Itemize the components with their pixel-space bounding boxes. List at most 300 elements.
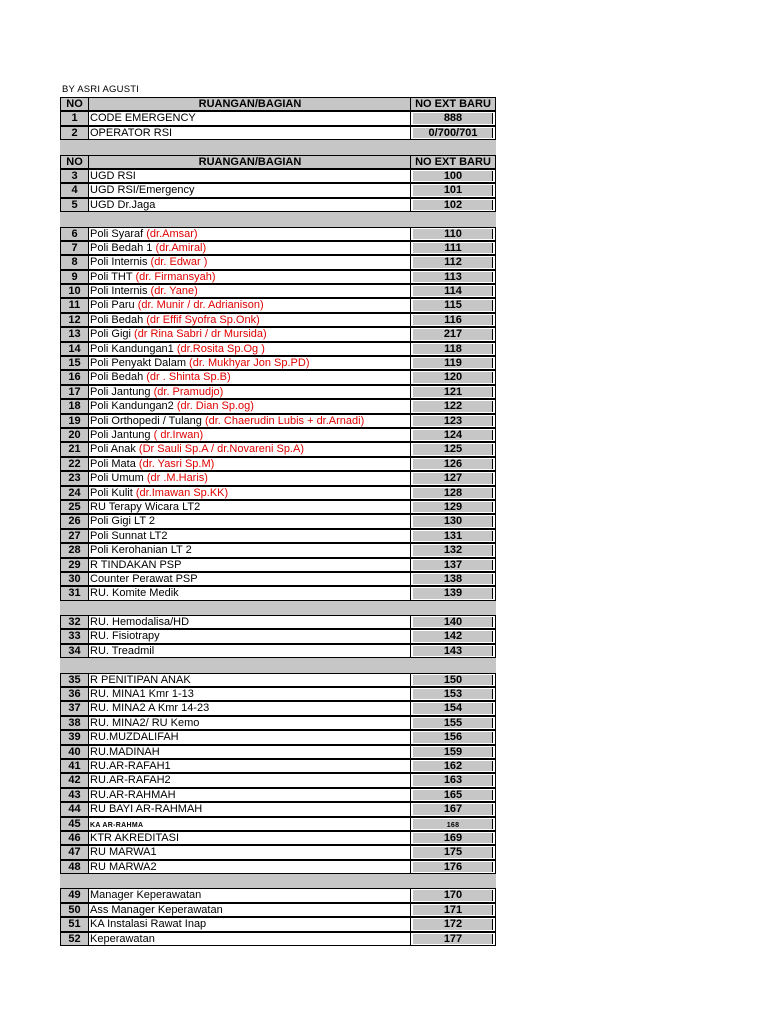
table-row [60,111,496,125]
room-label: OPERATOR RSI [90,126,173,139]
extension-cell [411,817,496,831]
doctor-name: (dr.Amiral) [155,241,207,254]
row-number: 49 [60,888,89,902]
room-name [89,442,411,456]
extension-cell [411,701,496,715]
row-number: 29 [60,558,89,572]
row-number: 11 [60,298,89,312]
extension-number: 159 [443,745,463,758]
header-no: NO [60,97,89,111]
room-label: RU.MUZDALIFAH [90,731,179,744]
extension-number: 102 [443,198,463,211]
row-number: 10 [60,284,89,298]
header-name: RUANGAN/BAGIAN [89,97,411,111]
room-label: Poli Bedah [90,313,147,326]
extension-cell [411,486,496,500]
room-label: RU.AR-RAHMAH [90,788,176,801]
group-separator [60,601,496,615]
doctor-name: (dr. Edwar ) [150,256,208,269]
extension-cell [411,615,496,629]
extension-cell [411,471,496,485]
extension-number: 100 [443,169,463,182]
extension-number: 124 [443,428,463,441]
room-label: RU. MINA2/ RU Kemo [90,716,200,729]
extension-cell [411,644,496,658]
extension-cell [411,673,496,687]
room-name [89,298,411,312]
extension-number: 153 [443,688,463,701]
row-number: 27 [60,529,89,543]
extension-number: 129 [443,500,463,513]
row-number: 20 [60,428,89,442]
room-label: Poli Paru [90,299,138,312]
table-row [60,730,496,744]
extension-number: 139 [443,587,463,600]
extension-cell [411,342,496,356]
extension-cell [411,759,496,773]
row-number: 41 [60,759,89,773]
row-number: 7 [60,241,89,255]
room-name [89,486,411,500]
table-row [60,888,496,902]
header-ext: NO EXT BARU [411,155,496,169]
table-row [60,428,496,442]
row-number: 51 [60,917,89,931]
extension-cell [411,428,496,442]
table-row [60,126,496,140]
doctor-name: ( dr.Irwan) [153,428,204,441]
row-number: 31 [60,586,89,600]
room-label: UGD RSI [90,169,136,182]
room-name [89,126,411,140]
row-number: 33 [60,629,89,643]
room-label: Ass Manager Keperawatan [90,903,223,916]
room-name [89,313,411,327]
table-row [60,313,496,327]
table-row [60,687,496,701]
row-number: 34 [60,644,89,658]
table-row [60,457,496,471]
table-row [60,586,496,600]
room-name [89,111,411,125]
extension-number: 138 [443,572,463,585]
table-row [60,831,496,845]
room-label: RU MARWA2 [90,860,157,873]
row-number: 22 [60,457,89,471]
table-row [60,629,496,643]
header-ext: NO EXT BARU [411,97,496,111]
room-name [89,860,411,874]
table-row [60,442,496,456]
extension-cell [411,356,496,370]
extension-cell [411,241,496,255]
room-name [89,716,411,730]
row-number: 48 [60,860,89,874]
row-number: 21 [60,442,89,456]
room-name [89,255,411,269]
room-name [89,370,411,384]
row-number: 14 [60,342,89,356]
row-number: 19 [60,414,89,428]
table-row [60,572,496,586]
room-name [89,802,411,816]
room-label: Keperawatan [90,932,155,945]
table-row [60,773,496,787]
room-label: Poli Anak [90,443,139,456]
table-row [60,385,496,399]
extension-table [60,97,496,946]
table-row [60,298,496,312]
room-name [89,788,411,802]
table-row [60,673,496,687]
extension-number: 143 [443,644,463,657]
row-number: 47 [60,845,89,859]
doctor-name: (dr.Rosita Sp.Og ) [176,342,265,355]
room-name [89,169,411,183]
row-number: 38 [60,716,89,730]
row-number: 42 [60,773,89,787]
room-name [89,241,411,255]
extension-number: 156 [443,731,463,744]
extension-cell [411,514,496,528]
room-label: Poli Penyakt Dalam [90,357,190,370]
row-number: 23 [60,471,89,485]
room-name [89,730,411,744]
extension-cell [411,773,496,787]
extension-number: 169 [443,831,463,844]
extension-number: 163 [443,774,463,787]
extension-number: 128 [443,486,463,499]
doctor-name: (dr.Imawan Sp.KK) [135,486,229,499]
table-row [60,370,496,384]
table-row [60,615,496,629]
room-label: Manager Keperawatan [90,889,202,902]
room-label: RU.MADINAH [90,745,160,758]
extension-number: 125 [443,443,463,456]
room-label: RU BAYI AR-RAHMAH [90,803,203,816]
row-number: 1 [60,111,89,125]
extension-number: 176 [443,860,463,873]
extension-cell [411,255,496,269]
row-number: 18 [60,399,89,413]
extension-number: 113 [444,270,462,283]
row-number: 9 [60,270,89,284]
row-number: 37 [60,701,89,715]
row-number: 50 [60,903,89,917]
room-name [89,327,411,341]
table-row [60,356,496,370]
room-name [89,198,411,212]
table-row [60,284,496,298]
room-name [89,284,411,298]
extension-number: 162 [443,759,463,772]
extension-number: 177 [443,932,463,945]
table-row [60,255,496,269]
doctor-name: (dr. Pramudjo) [153,385,224,398]
table-row [60,845,496,859]
group-separator [60,140,496,154]
room-name [89,903,411,917]
table-row [60,745,496,759]
row-number: 35 [60,673,89,687]
room-label: R TINDAKAN PSP [90,558,182,571]
room-label: Poli Kerohanian LT 2 [90,544,192,557]
room-name [89,701,411,715]
table-row [60,644,496,658]
room-label: Poli Kulit [90,486,136,499]
room-name [89,529,411,543]
extension-cell [411,111,496,125]
room-name [89,543,411,557]
header-no: NO [60,155,89,169]
table-row [60,227,496,241]
room-label: RU. Fisiotrapy [90,630,160,643]
table-header-row [60,155,496,169]
room-label: RU. Treadmil [90,644,155,657]
extension-cell [411,457,496,471]
room-name [89,917,411,931]
table-row [60,716,496,730]
doctor-name: (dr. Mukhyar Jon Sp.PD) [189,357,310,370]
row-number: 24 [60,486,89,500]
extension-number: 137 [443,558,463,571]
extension-cell [411,284,496,298]
extension-number: 888 [443,112,463,125]
table-row [60,471,496,485]
extension-cell [411,845,496,859]
extension-cell [411,327,496,341]
table-row [60,759,496,773]
room-label: Poli Jantung [90,428,154,441]
extension-cell [411,745,496,759]
extension-number: 140 [443,616,463,629]
table-row [60,802,496,816]
room-label: RU. Komite Medik [90,587,179,600]
extension-number: 131 [443,529,463,542]
doctor-name: (dr. Dian Sp.og) [176,400,254,413]
room-label: Counter Perawat PSP [90,572,198,585]
row-number: 15 [60,356,89,370]
room-name [89,586,411,600]
extension-number: 167 [443,803,463,816]
extension-number: 127 [443,472,463,485]
row-number: 40 [60,745,89,759]
row-number: 2 [60,126,89,140]
extension-cell [411,370,496,384]
room-name [89,759,411,773]
extension-number: 175 [443,846,463,859]
room-name [89,817,411,831]
author-credit: BY ASRI AGUSTI [62,84,140,95]
extension-number: 112 [444,256,462,269]
room-label: UGD Dr.Jaga [90,198,156,211]
extension-cell [411,126,496,140]
extension-cell [411,543,496,557]
extension-number: 123 [443,414,463,427]
extension-cell [411,442,496,456]
extension-number: 120 [443,371,463,384]
extension-cell [411,860,496,874]
table-row [60,198,496,212]
extension-number: 101 [443,184,463,197]
room-name [89,428,411,442]
extension-cell [411,788,496,802]
row-number: 5 [60,198,89,212]
room-label: Poli Sunnat LT2 [90,529,168,542]
group-separator [60,874,496,888]
room-name [89,342,411,356]
doctor-name: (dr . Shinta Sp.B) [146,371,231,384]
doctor-name: (dr.Amsar) [146,227,198,240]
room-label: Poli Mata [90,457,139,470]
table-row [60,486,496,500]
room-name [89,831,411,845]
table-row [60,860,496,874]
extension-cell [411,270,496,284]
extension-number: 122 [443,400,463,413]
room-name [89,773,411,787]
table-row [60,399,496,413]
room-label: RU. Hemodalisa/HD [90,616,190,629]
room-label: Poli Internis [90,285,151,298]
doctor-name: (dr. Munir / dr. Adrianison) [137,299,264,312]
room-name [89,932,411,946]
room-name [89,183,411,197]
extension-cell [411,227,496,241]
room-name [89,414,411,428]
table-row [60,701,496,715]
table-row [60,932,496,946]
row-number: 32 [60,615,89,629]
extension-cell [411,529,496,543]
extension-number: 170 [443,889,463,902]
row-number: 28 [60,543,89,557]
room-name [89,385,411,399]
group-separator [60,658,496,672]
room-name [89,745,411,759]
room-label: RU. MINA2 A Kmr 14-23 [90,702,210,715]
extension-number: 126 [443,457,463,470]
extension-number: 172 [443,918,463,931]
extension-number: 121 [443,385,463,398]
extension-cell [411,888,496,902]
extension-cell [411,903,496,917]
header-name: RUANGAN/BAGIAN [89,155,411,169]
extension-number: 217 [443,328,463,341]
row-number: 6 [60,227,89,241]
doctor-name: (dr Rina Sabri / dr Mursida) [134,328,267,341]
extension-cell [411,730,496,744]
extension-number: 116 [444,313,462,326]
row-number: 26 [60,514,89,528]
room-label: RU Terapy Wicara LT2 [90,500,201,513]
extension-number: 150 [443,673,463,686]
extension-number: 142 [443,630,463,643]
extension-cell [411,932,496,946]
extension-number: 111 [444,241,462,254]
room-name [89,227,411,241]
extension-cell [411,414,496,428]
extension-cell [411,687,496,701]
table-row [60,903,496,917]
table-row [60,917,496,931]
table-row [60,342,496,356]
row-number: 44 [60,802,89,816]
extension-number: 154 [443,702,463,715]
row-number: 17 [60,385,89,399]
extension-number: 171 [443,903,463,916]
doctor-name: (dr. Yasri Sp.M) [138,457,215,470]
room-name [89,514,411,528]
extension-number: 118 [444,342,462,355]
room-label: Poli Bedah 1 [90,241,156,254]
room-label: Poli THT [90,270,136,283]
extension-number: 168 [446,821,460,829]
table-row [60,543,496,557]
table-header-row [60,97,496,111]
room-name [89,558,411,572]
room-label: Poli Umum [90,472,147,485]
row-number: 52 [60,932,89,946]
doctor-name: (dr. Firmansyah) [135,270,216,283]
row-number: 16 [60,370,89,384]
room-label: Poli Kandungan2 [90,400,177,413]
extension-cell [411,802,496,816]
row-number: 8 [60,255,89,269]
room-name [89,572,411,586]
extension-cell [411,917,496,931]
row-number: 46 [60,831,89,845]
extension-cell [411,831,496,845]
extension-cell [411,716,496,730]
extension-number: 165 [443,788,463,801]
room-label: RU.AR-RAFAH2 [90,774,171,787]
extension-cell [411,298,496,312]
room-name [89,399,411,413]
extension-number: 115 [444,299,462,312]
table-row [60,327,496,341]
table-row [60,169,496,183]
room-label: R PENITIPAN ANAK [90,673,191,686]
room-label: Poli Syaraf [90,227,147,240]
room-label: KA AR-RAHMA [90,821,144,829]
table-row [60,500,496,514]
room-label: Poli Bedah [90,371,147,384]
row-number: 30 [60,572,89,586]
doctor-name: (dr Effif Syofra Sp.Onk) [146,313,260,326]
room-label: KA Instalasi Rawat Inap [90,918,207,931]
room-name [89,687,411,701]
room-name [89,629,411,643]
extension-number: 155 [443,716,463,729]
room-label: KTR AKREDITASI [90,831,180,844]
room-label: RU.AR-RAFAH1 [90,759,171,772]
room-label: Poli Orthopedi / Tulang [90,414,205,427]
extension-number: 0/700/701 [428,126,478,139]
row-number: 3 [60,169,89,183]
room-label: Poli Internis [90,256,151,269]
row-number: 43 [60,788,89,802]
group-separator [60,212,496,226]
room-label: Poli Jantung [90,385,154,398]
row-number: 4 [60,183,89,197]
table-row [60,241,496,255]
room-name [89,673,411,687]
room-name [89,644,411,658]
doctor-name: (dr .M.Haris) [146,472,208,485]
room-label: Poli Gigi LT 2 [90,515,156,528]
room-name [89,615,411,629]
